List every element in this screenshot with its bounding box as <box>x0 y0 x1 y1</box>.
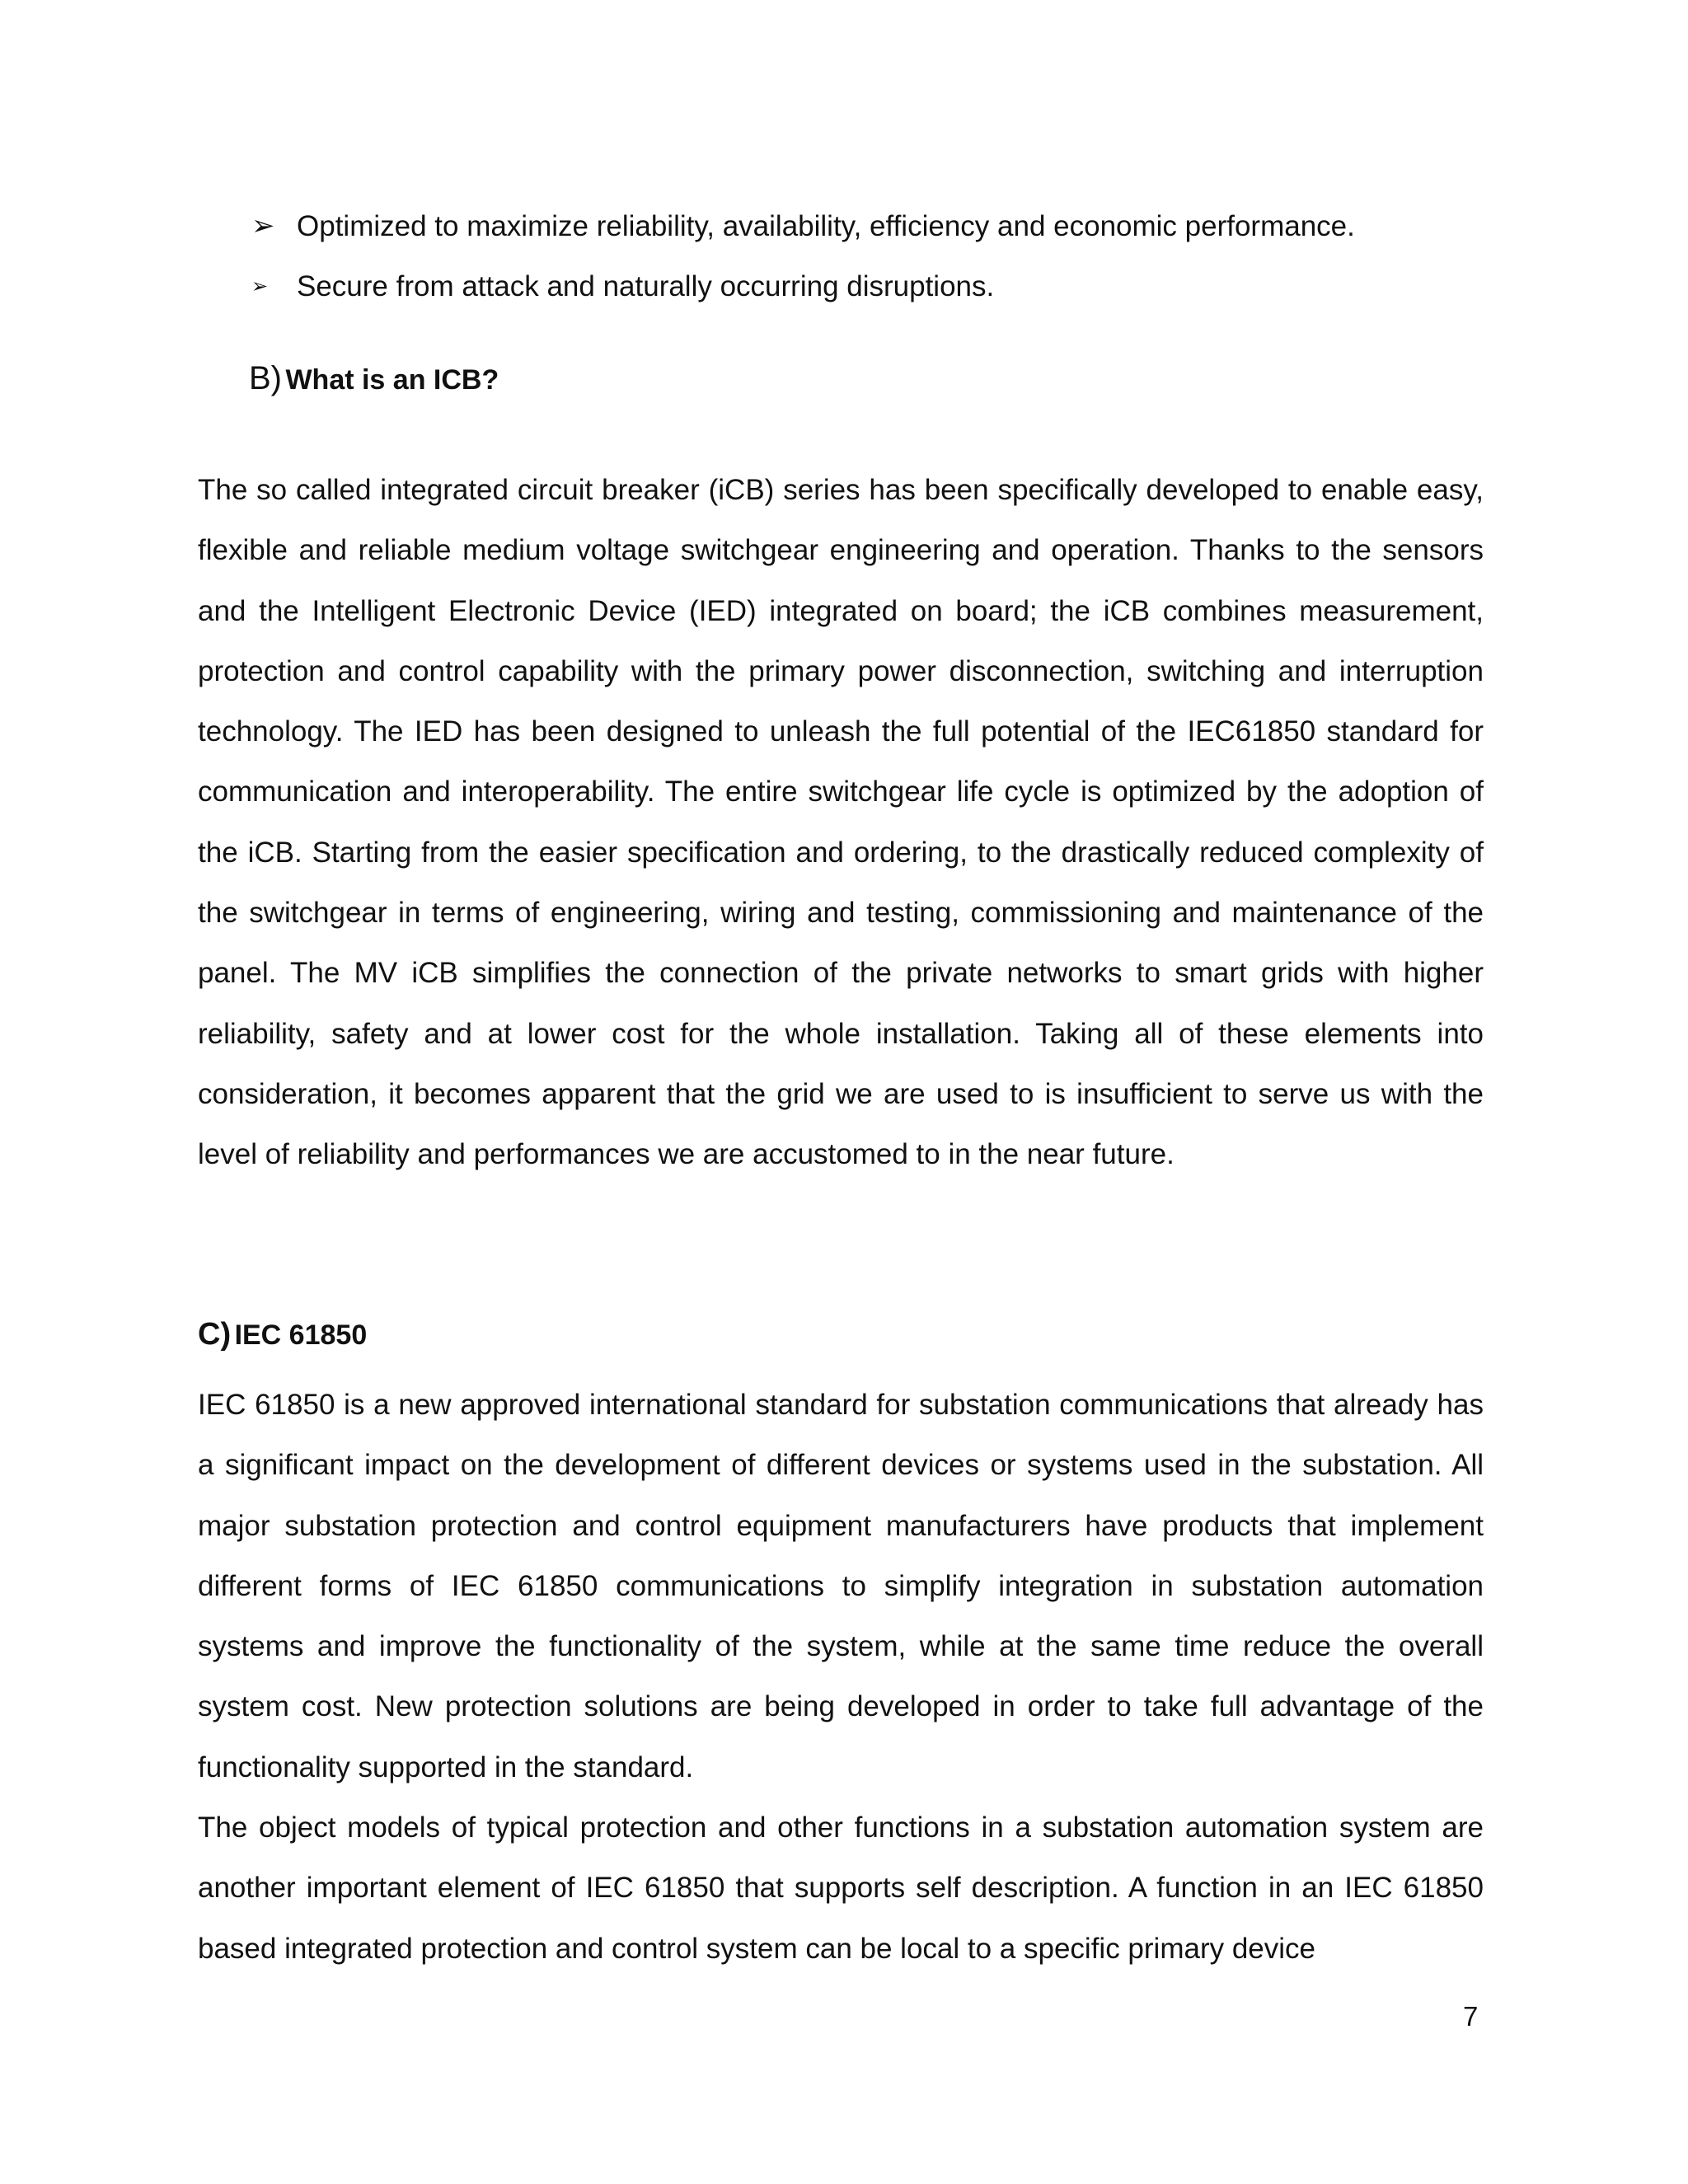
section-b-title: What is an ICB? <box>285 364 499 396</box>
page-number: 7 <box>1463 2001 1479 2032</box>
bullet-item <box>251 256 1488 316</box>
section-c-title: IEC 61850 <box>234 1319 368 1351</box>
section-c-letter: C) <box>198 1317 232 1352</box>
bullet-list <box>251 196 1488 316</box>
bullet-text: Optimized to maximize reliability, availability, efficiency and economic performance. <box>297 210 1355 242</box>
arrow-bullet-icon: ➢ <box>251 210 275 241</box>
section-b-letter: B) <box>249 360 282 396</box>
section-c-paragraph-2: The object models of typical protection and other functions in a substation automation system are another important element of IEC 61850 that supports self description. A function in an IEC 61850 based integrated protection and control system can be local to a specific primary device <box>198 1811 1484 1965</box>
bullet-text: Secure from attack and naturally occurring disruptions. <box>297 270 995 302</box>
section-c-heading <box>198 1317 367 1352</box>
section-c-paragraph-1: IEC 61850 is a new approved international standard for substation communications that already has a significant impact on the development of different devices or systems used in the substation. All major substation protection and control equipment manufacturers have products that implement different forms of IEC 61850 communications to simplify integration in substation automation systems and improve the functionality of the system, while at the same time reduce the overall system cost. New protection solutions are being developed in order to take full advantage of the functionality supported in the standard. <box>198 1389 1484 1783</box>
section-b-paragraph: The so called integrated circuit breaker (iCB) series has been specifically developed to enable easy, flexible and reliable medium voltage switchgear engineering and operation. Thanks to the sensors and the Intelligent Electronic Device (IED) integrated on board; the iCB combines measurement, protection and control capability with the primary power disconnection, switching and interruption technology. The IED has been designed to unleash the full potential of the IEC61850 standard for communication and interoperability. The entire switchgear life cycle is optimized by the adoption of the iCB. Starting from the easier specification and ordering, to the drastically reduced complexity of the switchgear in terms of engineering, wiring and testing, commissioning and maintenance of the panel. The MV iCB simplifies the connection of the private networks to smart grids with higher reliability, safety and at lower cost for the whole installation. Taking all of these elements into consideration, it becomes apparent that the grid we are used to is insufficient to serve us with the level of reliability and performances we are accustomed to in the near future. <box>198 474 1484 1171</box>
bullet-item <box>251 196 1488 256</box>
section-b-heading <box>249 360 499 397</box>
arrow-bullet-icon: ➢ <box>251 275 269 298</box>
